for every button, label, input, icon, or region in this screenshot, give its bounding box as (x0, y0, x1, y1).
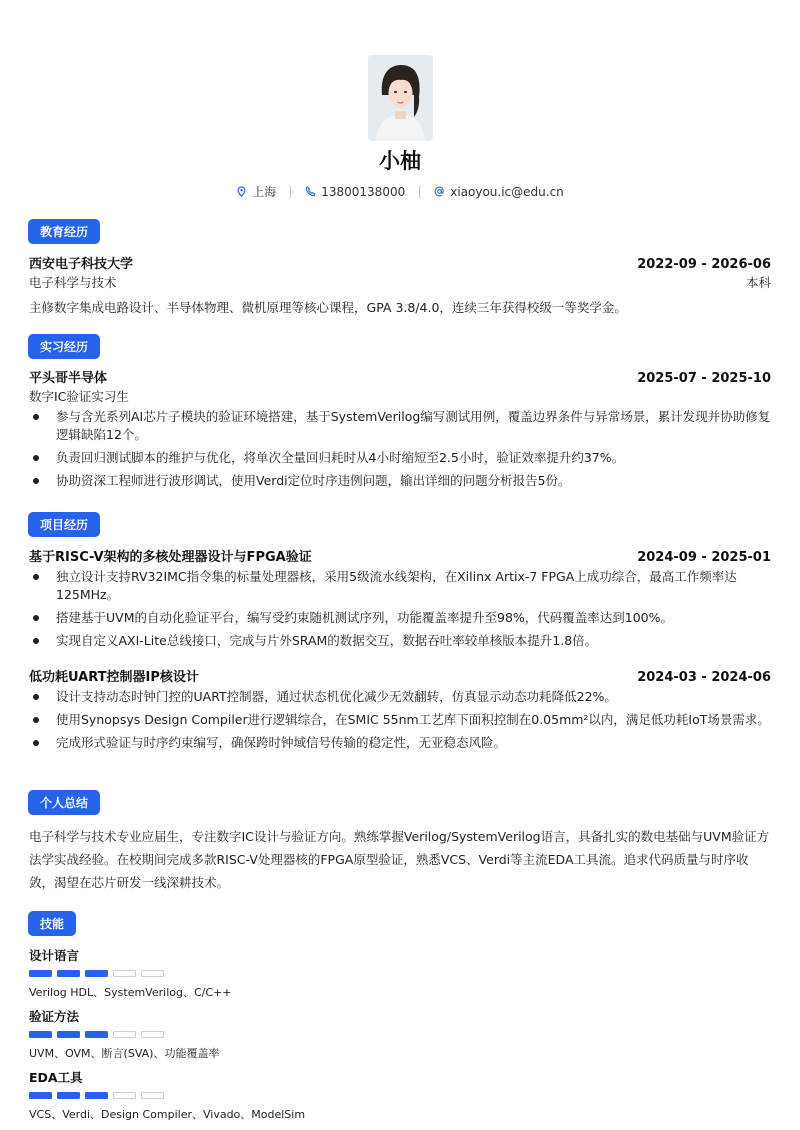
project-bullets (29, 688, 771, 752)
skill-level-segment-filled (29, 1092, 52, 1099)
skill-level-segment-empty (113, 1092, 136, 1099)
at-sign-icon (434, 186, 445, 197)
section-title-projects: 项目经历 (28, 512, 100, 537)
skill-level-segment-filled (85, 1031, 108, 1038)
list-item: 参与含光系列AI芯片子模块的验证环境搭建，基于SystemVerilog编写测试用例，覆盖边界条件与异常场景，累计发现并协助修复逻辑缺陷12个。 (29, 408, 771, 444)
skill-item (29, 946, 771, 1000)
email-text: xiaoyou.ic@edu.cn (450, 184, 564, 199)
internship-period: 2025-07 - 2025-10 (637, 371, 771, 386)
internship-role: 数字IC验证实习生 (29, 389, 129, 404)
skill-name: 设计语言 (29, 948, 80, 963)
skill-item (29, 1007, 771, 1061)
section-title-skills: 技能 (28, 911, 76, 936)
skill-level-segment-filled (57, 970, 80, 977)
list-item: 协助资深工程师进行波形调试，使用Verdi定位时序违例问题，输出详细的问题分析报告5份。 (29, 472, 771, 490)
skill-level-bar (29, 1031, 771, 1038)
skill-name: 验证方法 (29, 1009, 80, 1024)
contact-bar (0, 183, 800, 200)
skill-description: Verilog HDL、SystemVerilog、C/C++ (29, 986, 232, 999)
project-entry (29, 666, 771, 757)
list-item: 完成形式验证与时序约束编写，确保跨时钟域信号传输的稳定性，无亚稳态风险。 (29, 734, 771, 752)
skill-level-segment-filled (57, 1092, 80, 1099)
map-pin-icon (236, 186, 247, 197)
location-text: 上海 (252, 185, 277, 199)
education-entry (29, 253, 771, 317)
skill-level-segment-filled (29, 1031, 52, 1038)
major: 电子科学与技术 (29, 275, 117, 290)
degree: 本科 (745, 275, 771, 290)
section-title-summary: 个人总结 (28, 790, 100, 815)
list-item: 实现自定义AXI-Lite总线接口，完成与片外SRAM的数据交互，数据吞吐率较单核版本提升1.8倍。 (29, 632, 771, 650)
skill-item (29, 1068, 771, 1122)
contact-phone[interactable] (305, 185, 405, 199)
contact-email[interactable] (434, 185, 564, 199)
school-name: 西安电子科技大学 (29, 257, 134, 272)
profile-photo (368, 55, 433, 141)
list-item: 设计支持动态时钟门控的UART控制器，通过状态机优化减少无效翻转，仿真显示动态功耗降低22%。 (29, 688, 771, 706)
internship-entry (29, 367, 771, 495)
candidate-name: 小柚 (379, 149, 421, 173)
contact-location (236, 183, 276, 200)
phone-text: 13800138000 (321, 184, 406, 199)
skill-level-segment-filled (29, 970, 52, 977)
internship-bullets (29, 408, 771, 490)
skill-level-segment-filled (57, 1031, 80, 1038)
project-title: 低功耗UART控制器IP核设计 (29, 670, 199, 685)
education-period: 2022-09 - 2026-06 (637, 257, 771, 272)
skill-description: VCS、Verdi、Design Compiler、Vivado、ModelSim (29, 1108, 306, 1121)
phone-icon (305, 186, 316, 197)
divider (290, 186, 291, 198)
skill-level-segment-filled (85, 1092, 108, 1099)
project-bullets (29, 568, 771, 650)
skill-level-bar (29, 970, 771, 977)
list-item: 搭建基于UVM的自动化验证平台，编写受约束随机测试序列，功能覆盖率提升至98%，代码覆盖率达到100%。 (29, 609, 771, 627)
skill-level-segment-empty (141, 970, 164, 977)
section-title-education: 教育经历 (28, 219, 100, 244)
project-title: 基于RISC-V架构的多核处理器设计与FPGA验证 (29, 550, 312, 565)
company-name: 平头哥半导体 (29, 371, 108, 386)
skill-level-segment-filled (85, 970, 108, 977)
skill-level-segment-empty (113, 1031, 136, 1038)
project-entry (29, 546, 771, 655)
skill-level-segment-empty (141, 1031, 164, 1038)
skill-name: EDA工具 (29, 1070, 83, 1085)
education-description: 主修数字集成电路设计、半导体物理、微机原理等核心课程，GPA 3.8/4.0，连续三年获得校级一等奖学金。 (29, 300, 627, 315)
summary-text: 电子科学与技术专业应届生，专注数字IC设计与验证方向。熟练掌握Verilog/SystemVerilog语言，具备扎实的数电基础与UVM验证方法学实战经验。在校期间完成多款RISC-V处理器核的FPGA原型验证，熟悉VCS、Verdi等主流EDA工具流。追求代码质量与时序收敛，渴望在芯片研发一线深耕技术。 (29, 829, 770, 890)
section-title-internship: 实习经历 (28, 334, 100, 359)
list-item: 负责回归测试脚本的维护与优化，将单次全量回归耗时从4小时缩短至2.5小时，验证效率提升约37%。 (29, 449, 771, 467)
list-item: 独立设计支持RV32IMC指令集的标量处理器核，采用5级流水线架构，在Xilinx Artix-7 FPGA上成功综合，最高工作频率达125MHz。 (29, 568, 771, 604)
skill-level-segment-empty (113, 970, 136, 977)
project-period: 2024-09 - 2025-01 (637, 550, 771, 565)
project-period: 2024-03 - 2024-06 (637, 670, 771, 685)
skill-level-bar (29, 1092, 771, 1099)
skill-level-segment-empty (141, 1092, 164, 1099)
divider (419, 186, 420, 198)
list-item: 使用Synopsys Design Compiler进行逻辑综合，在SMIC 55nm工艺库下面积控制在0.05mm²以内，满足低功耗IoT场景需求。 (29, 711, 771, 729)
skill-description: UVM、OVM、断言(SVA)、功能覆盖率 (29, 1047, 220, 1060)
